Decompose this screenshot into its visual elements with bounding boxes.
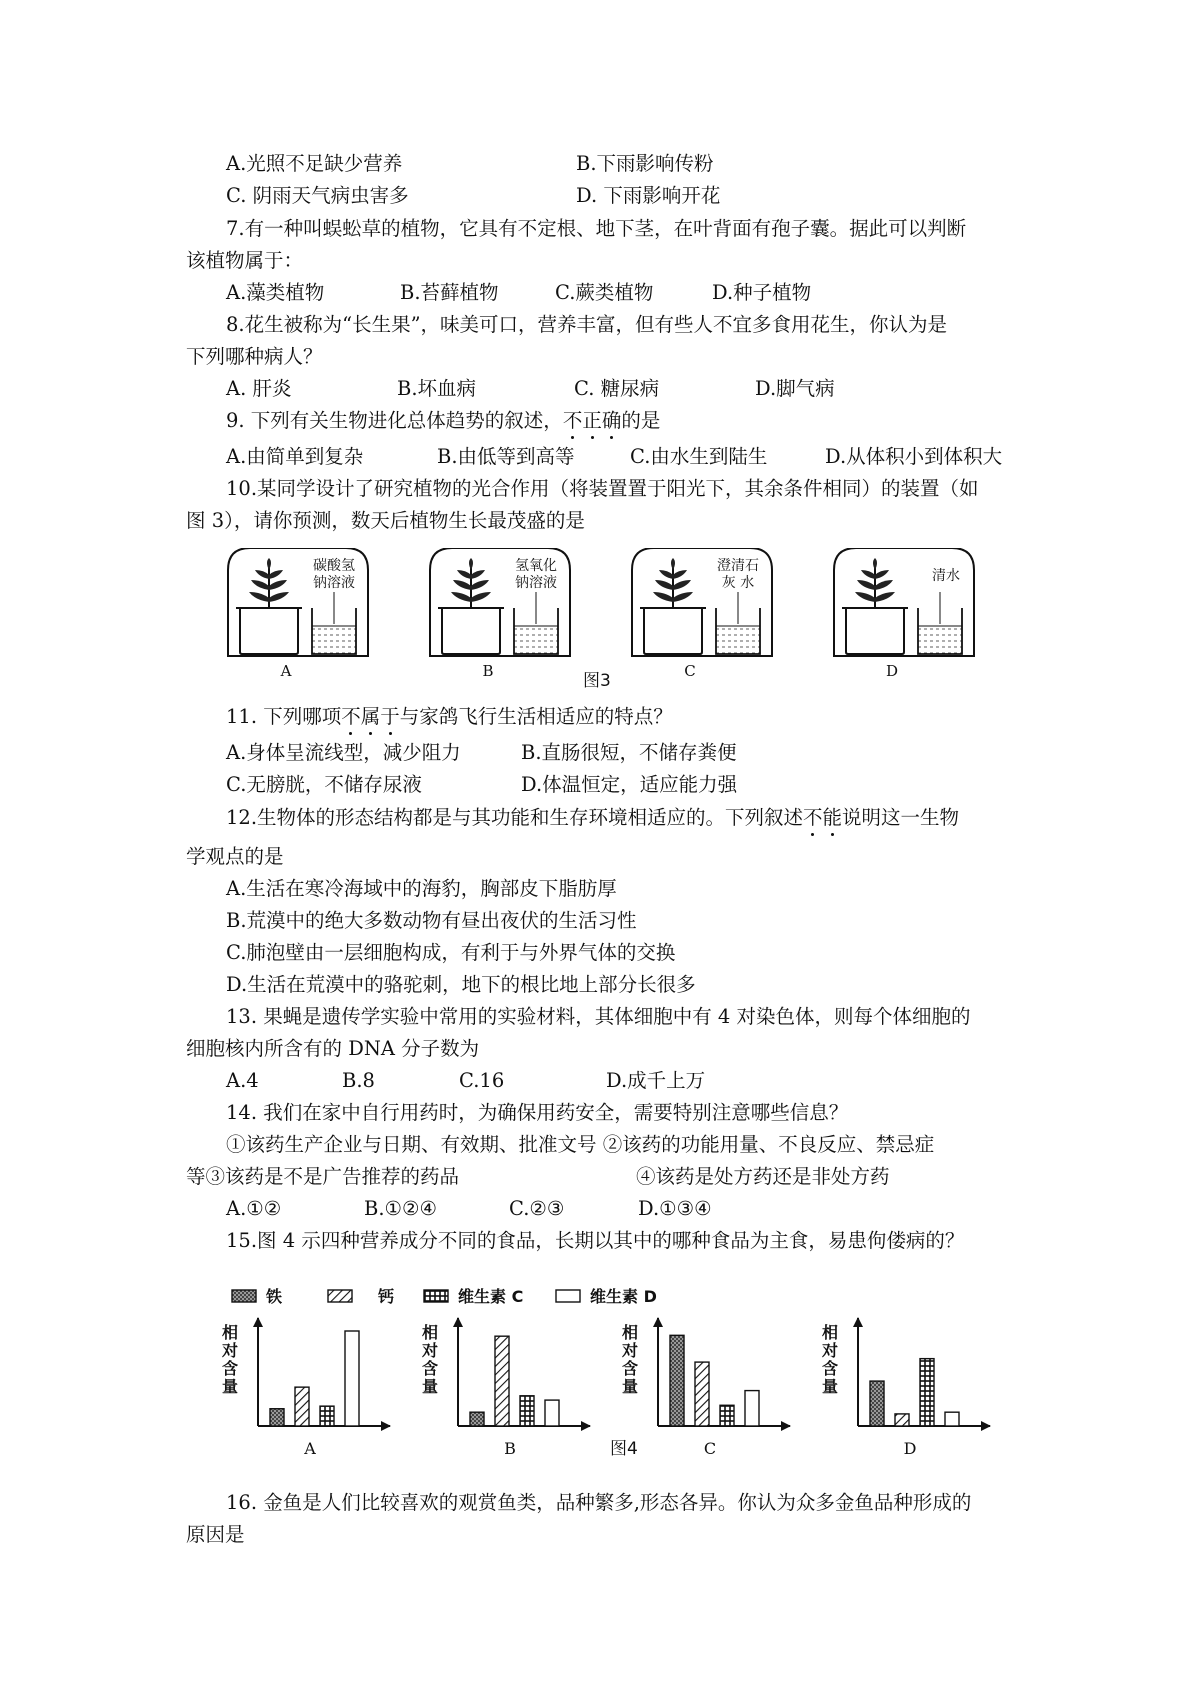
chart-panel-d	[821, 1317, 991, 1458]
q6-option-c: C. 阴雨天气病虫害多	[226, 184, 409, 207]
y-axis-label-char: 量	[221, 1377, 239, 1396]
fig3-panel-letter: B	[482, 662, 494, 680]
figure-4-caption: 图4	[610, 1439, 638, 1459]
bar-维生素 D	[945, 1412, 959, 1426]
bar-维生素 C	[720, 1405, 734, 1426]
q12-stem-post: 说明这一生物	[842, 806, 960, 829]
q12-option-b: B.荒漠中的绝大多数动物有昼出夜伏的生活习性	[226, 909, 637, 932]
q12-stem-pre: 12.生物体的形态结构都是与其功能和生存环境相适应的。下列叙述	[226, 806, 804, 829]
legend-item	[328, 1287, 394, 1306]
beaker-liquid	[716, 626, 760, 654]
y-axis-label-char: 量	[821, 1377, 839, 1396]
fig3-panel-d	[834, 548, 974, 680]
bar-铁	[670, 1335, 684, 1426]
legend-item	[424, 1287, 523, 1306]
y-axis-label-char: 含	[821, 1359, 839, 1378]
q14-stem-line3a: 等③该药是不是广告推荐的药品	[186, 1165, 460, 1188]
q7-option-a: A.藻类植物	[226, 281, 325, 304]
fig3-solution-label: 碳酸氢	[313, 558, 355, 574]
fig3-panel-a	[228, 548, 368, 680]
chart-panel-label: B	[504, 1439, 516, 1458]
y-axis-arrow-icon	[453, 1317, 463, 1327]
beaker-liquid	[514, 626, 558, 654]
bar-维生素 C	[920, 1359, 934, 1426]
q8-option-a: A. 肝炎	[226, 377, 292, 400]
bar-钙	[695, 1362, 709, 1426]
q14-stem-line3b: ④该药是处方药还是非处方药	[636, 1165, 890, 1188]
legend-label: 铁	[266, 1287, 283, 1306]
bar-钙	[495, 1336, 509, 1426]
fig3-panel-c	[632, 548, 772, 680]
q16-stem-line1: 16. 金鱼是人们比较喜欢的观赏鱼类，品种繁多,形态各异。你认为众多金鱼品种形成的	[226, 1491, 972, 1514]
q9-option-c: C.由水生到陆生	[630, 445, 768, 468]
emphasis-char: 确	[601, 409, 622, 432]
q13-option-a: A.4	[226, 1069, 259, 1092]
y-axis-label-char: 量	[621, 1377, 639, 1396]
q11-stem-post: 与家鸽飞行生活相适应的特点？	[399, 705, 673, 728]
bar-维生素 D	[545, 1400, 559, 1426]
q13-option-b: B.8	[342, 1069, 375, 1092]
legend-swatch	[424, 1290, 448, 1302]
y-axis-label-char: 含	[621, 1359, 639, 1378]
q9-stem	[226, 408, 660, 434]
legend-item	[232, 1287, 282, 1306]
q12-stem	[226, 805, 959, 831]
beaker-liquid	[312, 626, 356, 654]
q14-stem-line2: ①该药生产企业与日期、有效期、批准文号 ②该药的功能用量、不良反应、禁忌症	[226, 1133, 935, 1156]
q14-option-d: D.①③④	[638, 1197, 712, 1220]
legend-swatch	[232, 1290, 256, 1302]
figure-3-caption: 图3	[583, 671, 611, 691]
q8-option-b: B.坏血病	[397, 377, 477, 400]
fig3-panel-letter: C	[684, 662, 696, 680]
q14-option-a: A.①②	[226, 1197, 282, 1220]
q9-option-d: D.从体积小到体积大	[825, 445, 1003, 468]
emphasis-char: 能	[822, 806, 843, 829]
q9-stem-post: 的是	[621, 409, 661, 432]
y-axis-arrow-icon	[853, 1317, 863, 1327]
emphasis-char: 不	[562, 409, 583, 432]
bar-铁	[470, 1412, 484, 1426]
q9-option-a: A.由简单到复杂	[226, 445, 364, 468]
legend-swatch	[328, 1290, 352, 1302]
x-axis-arrow-icon	[381, 1421, 391, 1431]
chart-panel-label: D	[903, 1439, 917, 1458]
bar-钙	[295, 1387, 309, 1426]
y-axis-label-char: 量	[421, 1377, 439, 1396]
legend-label: 维生素 C	[458, 1287, 524, 1306]
q7-option-b: B.苔藓植物	[400, 281, 499, 304]
y-axis-label-char: 对	[421, 1341, 439, 1360]
legend-label: 维生素 D	[590, 1287, 657, 1306]
y-axis-label-char: 对	[221, 1341, 239, 1360]
q11-stem-pre: 11. 下列哪项	[226, 705, 342, 728]
q13-stem-line1: 13. 果蝇是遗传学实验中常用的实验材料，其体细胞中有 4 对染色体，则每个体细胞的	[226, 1005, 971, 1028]
chart-panel-a	[221, 1317, 391, 1458]
chart-panel-label: A	[304, 1439, 316, 1458]
x-axis-arrow-icon	[781, 1421, 791, 1431]
q10-stem-line2: 图 3），请你预测，数天后植物生长最茂盛的是	[186, 509, 585, 532]
fig3-solution-label: 清水	[932, 568, 960, 584]
q11-option-c: C.无膀胱，不储存尿液	[226, 773, 422, 796]
q11-option-d: D.体温恒定，适应能力强	[521, 773, 738, 796]
emphasis-char: 正	[582, 409, 602, 432]
q6-option-a: A.光照不足缺少营养	[226, 152, 403, 175]
bar-维生素 C	[320, 1406, 334, 1426]
q9-stem-pre: 9. 下列有关生物进化总体趋势的叙述，	[226, 409, 563, 432]
q7-option-d: D.种子植物	[712, 281, 812, 304]
q8-stem-line1: 8.花生被称为“长生果”，味美可口，营养丰富，但有些人不宜多食用花生，你认为是	[226, 313, 948, 336]
chart-panel-label: C	[703, 1439, 717, 1458]
fig3-solution-label: 澄清石	[717, 558, 759, 574]
q12-option-d: D.生活在荒漠中的骆驼刺，地下的根比地上部分长很多	[226, 973, 696, 996]
q6-option-d: D. 下雨影响开花	[576, 184, 721, 207]
q9-option-b: B.由低等到高等	[437, 445, 575, 468]
q13-option-d: D.成千上万	[606, 1069, 706, 1092]
q7-stem-line2: 该植物属于：	[186, 249, 304, 272]
bar-铁	[270, 1409, 284, 1426]
legend-swatch	[556, 1290, 580, 1302]
bar-维生素 D	[345, 1331, 359, 1426]
q14-stem-line1: 14. 我们在家中自行用药时，为确保用药安全，需要特别注意哪些信息？	[226, 1101, 849, 1124]
fig3-panel-letter: D	[885, 662, 899, 680]
y-axis-arrow-icon	[653, 1317, 663, 1327]
bar-维生素 C	[520, 1396, 534, 1426]
q7-option-c: C.蕨类植物	[555, 281, 654, 304]
q13-stem-line2: 细胞核内所含有的 DNA 分子数为	[186, 1037, 480, 1060]
q8-stem-line2: 下列哪种病人？	[186, 345, 323, 368]
fig3-solution-label: 氢氧化	[515, 558, 557, 574]
legend-label: 钙	[378, 1287, 395, 1306]
legend-item	[556, 1287, 657, 1306]
q12-option-c: C.肺泡壁由一层细胞构成，有利于与外界气体的交换	[226, 941, 676, 964]
q14-option-c: C.②③	[509, 1197, 565, 1220]
q11-option-b: B.直肠很短，不储存粪便	[521, 741, 737, 764]
y-axis-label-char: 对	[821, 1341, 839, 1360]
q11-option-a: A.身体呈流线型，减少阻力	[226, 741, 461, 764]
q16-stem-line2: 原因是	[186, 1523, 245, 1546]
fig3-solution-label: 钠溶液	[515, 575, 557, 591]
y-axis-label-char: 对	[621, 1341, 639, 1360]
emphasis-char: 于	[380, 705, 400, 728]
chart-panel-b	[421, 1317, 591, 1458]
q8-option-c: C. 糖尿病	[574, 377, 660, 400]
bar-钙	[895, 1414, 909, 1426]
figure-4-chart	[220, 1276, 1060, 1476]
y-axis-label-char: 相	[421, 1323, 439, 1342]
q14-option-b: B.①②④	[364, 1197, 437, 1220]
y-axis-label-char: 相	[221, 1323, 239, 1342]
x-axis-arrow-icon	[981, 1421, 991, 1431]
q11-stem	[226, 704, 673, 730]
bar-维生素 D	[745, 1391, 759, 1426]
y-axis-label-char: 相	[821, 1323, 839, 1342]
y-axis-label-char: 含	[421, 1359, 439, 1378]
bar-铁	[870, 1381, 884, 1426]
fig3-panel-b	[430, 548, 570, 680]
q7-stem-line1: 7.有一种叫蜈蚣草的植物，它具有不定根、地下茎，在叶背面有孢子囊。据此可以判断	[226, 217, 967, 240]
fig3-solution-label: 钠溶液	[313, 575, 355, 591]
y-axis-label-char: 含	[221, 1359, 239, 1378]
fig3-solution-label: 灰 水	[721, 575, 755, 591]
figure-3-apparatus	[220, 548, 1080, 688]
beaker-liquid	[918, 626, 962, 654]
q15-stem-line1: 15.图 4 示四种营养成分不同的食品，长期以其中的哪种食品为主食，易患佝偻病的？	[226, 1229, 965, 1252]
q10-stem-line1: 10.某同学设计了研究植物的光合作用（将装置置于阳光下，其余条件相同）的装置（如	[226, 477, 979, 500]
q13-option-c: C.16	[459, 1069, 505, 1092]
emphasis-char: 不	[803, 806, 823, 829]
fig3-panel-letter: A	[280, 662, 292, 680]
y-axis-label-char: 相	[621, 1323, 639, 1342]
q12-stem-line2: 学观点的是	[186, 845, 284, 868]
q6-option-b: B.下雨影响传粉	[576, 152, 714, 175]
emphasis-char: 不	[341, 705, 361, 728]
q8-option-d: D.脚气病	[755, 377, 835, 400]
chart-panel-c	[621, 1317, 791, 1458]
emphasis-char: 属	[360, 705, 381, 728]
x-axis-arrow-icon	[581, 1421, 591, 1431]
q12-option-a: A.生活在寒冷海域中的海豹，胸部皮下脂肪厚	[226, 877, 617, 900]
y-axis-arrow-icon	[253, 1317, 263, 1327]
